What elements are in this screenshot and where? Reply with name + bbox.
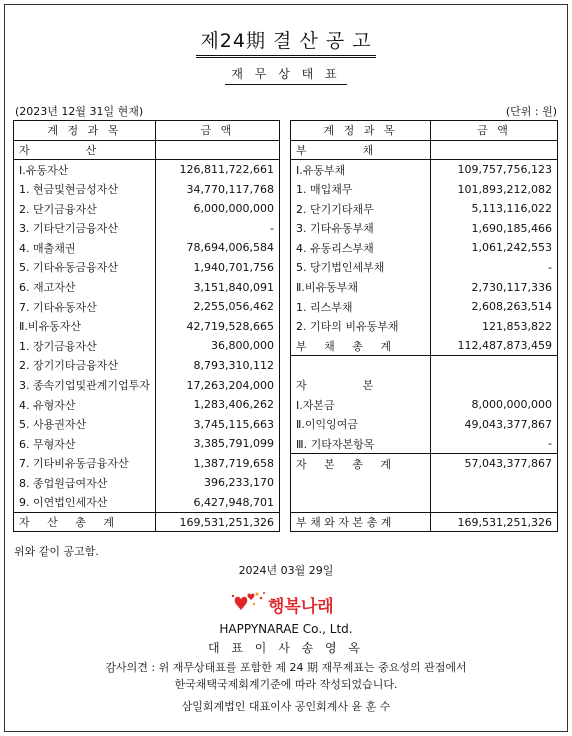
assets-row	[14, 395, 280, 415]
liabilities-amount: 112,487,873,459	[431, 336, 558, 356]
liabilities-amount: 1,690,185,466	[431, 218, 558, 238]
assets-account: 3. 기타단기금융자산	[14, 218, 156, 238]
assets-row	[14, 218, 280, 238]
liabilities-row	[291, 454, 558, 474]
liabilities-account: 1. 매입채무	[291, 179, 431, 199]
assets-row	[14, 258, 280, 278]
liabilities-account: 3. 기타유동부채	[291, 218, 431, 238]
assets-account: 2. 장기기타금융자산	[14, 356, 156, 376]
assets-row	[14, 238, 280, 258]
assets-account: 5. 사용권자산	[14, 414, 156, 434]
liabilities-account	[291, 356, 431, 376]
assets-row	[14, 512, 280, 532]
assets-account: Ⅱ.비유동자산	[14, 316, 156, 336]
page-subtitle	[0, 65, 572, 85]
liabilities-account	[291, 473, 431, 493]
liabilities-account: Ⅱ.비유동부채	[291, 277, 431, 297]
assets-amount: 42,719,528,665	[155, 316, 279, 336]
assets-row	[14, 454, 280, 474]
ceo-name: 대 표 이 사 송 영 옥	[207, 641, 365, 655]
assets-row	[14, 199, 280, 219]
page-title	[0, 26, 572, 58]
liabilities-amount: 5,113,116,022	[431, 199, 558, 219]
assets-row	[14, 356, 280, 376]
assets-amount	[155, 140, 279, 160]
liabilities-row	[291, 199, 558, 219]
assets-account: 6. 재고자산	[14, 277, 156, 297]
assets-row	[14, 434, 280, 454]
liabilities-account: 자 본	[291, 375, 431, 395]
assets-amount: 3,385,791,099	[155, 434, 279, 454]
assets-row	[14, 316, 280, 336]
assets-amount: 126,811,722,661	[155, 160, 279, 180]
assets-account: 9. 이연법인세자산	[14, 493, 156, 513]
assets-amount: 36,800,000	[155, 336, 279, 356]
assets-amount: 8,793,310,112	[155, 356, 279, 376]
audit-opinion-line2: 한국채택국제회계기준에 따라 작성되었습니다.	[174, 678, 398, 691]
assets-amount: 78,694,006,584	[155, 238, 279, 258]
liabilities-amount: 2,730,117,336	[431, 277, 558, 297]
liabilities-account: Ⅱ.이익잉여금	[291, 414, 431, 434]
liabilities-row	[291, 356, 558, 376]
liabilities-row	[291, 414, 558, 434]
liabilities-row	[291, 258, 558, 278]
liabilities-row	[291, 316, 558, 336]
liabilities-account: 부 채 와 자 본 총 계	[291, 512, 431, 532]
assets-account: 6. 무형자산	[14, 434, 156, 454]
liabilities-amount: 1,061,242,553	[431, 238, 558, 258]
assets-account: 1. 장기금융자산	[14, 336, 156, 356]
assets-amount: 17,263,204,000	[155, 375, 279, 395]
assets-account: Ⅰ.유동자산	[14, 160, 156, 180]
liabilities-row	[291, 434, 558, 454]
liabilities-account	[291, 493, 431, 513]
auditor-name: 삼일회계법인 대표이사 공인회계사 윤 훈 수	[181, 700, 391, 713]
subtitle-text: 재 무 상 태 표	[225, 65, 346, 85]
assets-table	[13, 120, 280, 532]
notice-text: 위와 같이 공고함.	[14, 545, 99, 558]
liabilities-amount	[431, 356, 558, 376]
assets-row	[14, 493, 280, 513]
liabilities-row	[291, 160, 558, 180]
assets-amount: -	[155, 218, 279, 238]
assets-row	[14, 336, 280, 356]
liabilities-row	[291, 277, 558, 297]
assets-account: 7. 기타유동자산	[14, 297, 156, 317]
liabilities-amount: 109,757,756,123	[431, 160, 558, 180]
liabilities-amount: -	[431, 258, 558, 278]
liabilities-amount: 49,043,377,867	[431, 414, 558, 434]
liabilities-account: 2. 기타의 비유동부채	[291, 316, 431, 336]
liabilities-account: 자 본 총 계	[291, 454, 431, 474]
liabilities-row	[291, 238, 558, 258]
liabilities-row	[291, 493, 558, 513]
liabilities-account: Ⅰ.유동부채	[291, 160, 431, 180]
audit-opinion-line1: 감사의견 : 위 재무상태표를 포함한 제 24 期 재무제표는 중요성의 관점에서	[105, 661, 467, 674]
liabilities-row	[291, 473, 558, 493]
liabilities-account: 2. 단기기타채무	[291, 199, 431, 219]
unit-label: (단위 : 원)	[505, 105, 557, 118]
company-logo	[230, 588, 360, 618]
liabilities-account: 부 채 총 계	[291, 336, 431, 356]
assets-account: 8. 종업원급여자산	[14, 473, 156, 493]
liabilities-amount: 57,043,377,867	[431, 454, 558, 474]
assets-account: 4. 유형자산	[14, 395, 156, 415]
assets-header-account: 계 정 과 목	[14, 121, 156, 141]
liabilities-account: Ⅰ.자본금	[291, 395, 431, 415]
liabilities-row	[291, 297, 558, 317]
assets-row	[14, 375, 280, 395]
liabilities-row	[291, 140, 558, 160]
assets-row	[14, 140, 280, 160]
assets-row	[14, 160, 280, 180]
liabilities-amount	[431, 140, 558, 160]
assets-amount: 2,255,056,462	[155, 297, 279, 317]
liabilities-row	[291, 512, 558, 532]
liabilities-equity-table	[290, 120, 558, 532]
company-name-en: HAPPYNARAE Co., Ltd.	[219, 622, 353, 636]
assets-amount: 1,387,719,658	[155, 454, 279, 474]
liabilities-amount: 101,893,212,082	[431, 179, 558, 199]
assets-header-amount: 금 액	[155, 121, 279, 141]
assets-amount: 396,233,170	[155, 473, 279, 493]
assets-row	[14, 473, 280, 493]
assets-account: 7. 기타비유동금융자산	[14, 454, 156, 474]
assets-amount: 1,940,701,756	[155, 258, 279, 278]
assets-amount: 6,427,948,701	[155, 493, 279, 513]
assets-account: 자 산	[14, 140, 156, 160]
liabilities-header-amount: 금 액	[431, 121, 558, 141]
liabilities-account: Ⅲ. 기타자본항목	[291, 434, 431, 454]
liabilities-row	[291, 336, 558, 356]
liabilities-amount: 121,853,822	[431, 316, 558, 336]
assets-amount: 3,745,115,663	[155, 414, 279, 434]
assets-account: 2. 단기금융자산	[14, 199, 156, 219]
assets-amount: 3,151,840,091	[155, 277, 279, 297]
assets-account: 5. 기타유동금융자산	[14, 258, 156, 278]
liabilities-amount	[431, 493, 558, 513]
assets-amount: 169,531,251,326	[155, 512, 279, 532]
assets-account: 4. 매출채권	[14, 238, 156, 258]
liabilities-account: 5. 당기법인세부채	[291, 258, 431, 278]
liabilities-amount	[431, 375, 558, 395]
date-label: (2023년 12월 31일 현재)	[15, 105, 144, 118]
liabilities-row	[291, 395, 558, 415]
assets-amount: 1,283,406,262	[155, 395, 279, 415]
liabilities-amount: -	[431, 434, 558, 454]
liabilities-account: 부 채	[291, 140, 431, 160]
assets-amount: 6,000,000,000	[155, 199, 279, 219]
assets-account: 1. 현금및현금성자산	[14, 179, 156, 199]
assets-row	[14, 414, 280, 434]
liabilities-amount: 169,531,251,326	[431, 512, 558, 532]
liabilities-row	[291, 218, 558, 238]
liabilities-header-account: 계 정 과 목	[291, 121, 431, 141]
assets-row	[14, 179, 280, 199]
audit-opinion	[0, 659, 572, 693]
assets-row	[14, 277, 280, 297]
liabilities-account: 4. 유동리스부채	[291, 238, 431, 258]
notice-date: 2024년 03월 29일	[238, 564, 334, 577]
assets-row	[14, 297, 280, 317]
title-text: 제24期 결 산 공 고	[196, 26, 375, 58]
assets-account: 자 산 총 계	[14, 512, 156, 532]
liabilities-account: 1. 리스부채	[291, 297, 431, 317]
liabilities-row	[291, 375, 558, 395]
liabilities-amount: 8,000,000,000	[431, 395, 558, 415]
logo-text: 행복나래	[268, 597, 334, 617]
assets-amount: 34,770,117,768	[155, 179, 279, 199]
liabilities-amount	[431, 473, 558, 493]
assets-account: 3. 종속기업및관계기업투자	[14, 375, 156, 395]
liabilities-amount: 2,608,263,514	[431, 297, 558, 317]
liabilities-row	[291, 179, 558, 199]
